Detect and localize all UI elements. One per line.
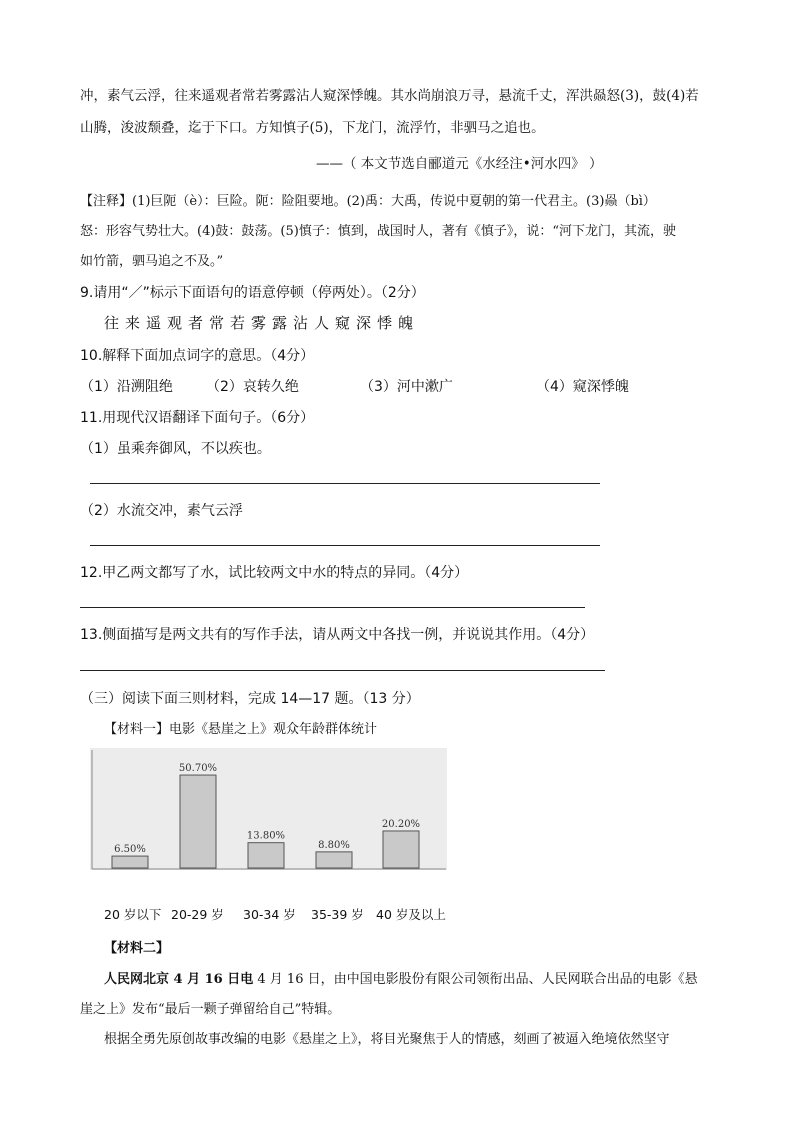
- material-2-line-2: 崖之上》发布“最后一颗子弹留给自己”特辑。: [80, 1002, 341, 1017]
- passage-line-1: 冲，素气云浮，往来遥观者常若雾露沾人窥深悸魄。其水尚崩浪万寻，悬流千丈，浑洪赑怒(3)，鼓(4)若: [80, 88, 699, 104]
- notes-line-1: 【注释】(1)巨阨（è）：巨险。阨：险阻要地。(2)禹：大禹，传说中夏朝的第一代君主。(3)赑（bì）: [80, 194, 656, 209]
- bar-chart: [90, 748, 447, 870]
- section-3-heading: （三）阅读下面三则材料，完成 14—17 题。（13 分）: [80, 691, 420, 707]
- material-2-line-3: 根据全勇先原创故事改编的电影《悬崖之上》，将目光聚焦于人的情感，刻画了被逼入绝境依然坚守: [104, 1032, 670, 1047]
- material-2-line-1: [104, 968, 698, 987]
- question-10: 10.解释下面加点词字的意思。（4分）: [80, 348, 315, 364]
- data-label-3: 13.80%: [246, 830, 286, 842]
- bar-3: [248, 843, 284, 868]
- x-tick-label-4: 35-39 岁: [311, 907, 364, 922]
- question-13: 13.侧面描写是两文共有的写作手法，请从两文中各找一例，并说说其作用。（4分）: [80, 627, 595, 643]
- x-tick-label-3: 30-34 岁: [243, 907, 296, 922]
- question-11-1: （1）虽乘奔御风，不以疾也。: [80, 441, 271, 457]
- x-tick-label-1: 20 岁以下: [104, 907, 162, 922]
- q10-item-1: （1）沿溯阻绝: [80, 379, 173, 395]
- question-11-2: （2）水流交冲，素气云浮: [80, 503, 243, 519]
- question-11: 11.用现代汉语翻译下面句子。（6分）: [80, 410, 315, 426]
- answer-line-11-1[interactable]: [90, 483, 600, 484]
- data-label-1: 6.50%: [114, 844, 146, 856]
- q10-item-3: （3）河中漱广: [360, 379, 453, 395]
- answer-line-11-2[interactable]: [90, 545, 600, 546]
- answer-line-13[interactable]: [80, 670, 605, 671]
- q10-item-4: （4）窥深悸魄: [536, 379, 629, 395]
- question-9-sentence: 往来遥观者常若雾露沾人窥深悸魄: [104, 314, 420, 332]
- bar-5: [383, 831, 419, 868]
- q10-item-2: （2）哀转久绝: [206, 379, 299, 395]
- x-tick-label-5: 40 岁及以上: [376, 907, 446, 922]
- x-tick-label-2: 20-29 岁: [171, 907, 224, 922]
- material-2-line-1-text: 4 月 16 日，由中国电影股份有限公司领衔出品、人民网联合出品的电影《悬: [253, 972, 698, 987]
- passage-line-2: 山腾，浚波颓叠，迄于下口。方知慎子(5)，下龙门，流浮竹，非驷马之追也。: [80, 120, 545, 136]
- material-1-title: 【材料一】电影《悬崖之上》观众年龄群体统计: [104, 722, 378, 737]
- question-12: 12.甲乙两文都写了水，试比较两文中水的特点的异同。（4分）: [80, 565, 469, 581]
- bar-4: [316, 852, 352, 868]
- material-2-dateline: 人民网北京 4 月 16 日电: [104, 972, 254, 987]
- passage-source: ——（ 本文节选自郦道元《水经注•河水四》 ）: [316, 156, 603, 172]
- answer-line-12[interactable]: [80, 607, 585, 608]
- notes-line-2: 怒：形容气势壮大。(4)鼓：鼓荡。(5)慎子：慎到，战国时人，著有《慎子》，说：“河下龙门，其流，驶: [80, 224, 676, 239]
- material-2-title: 【材料二】: [104, 941, 170, 956]
- notes-line-3: 如竹箭，驷马追之不及。”: [80, 254, 224, 269]
- data-label-2: 50.70%: [178, 763, 218, 775]
- data-label-4: 8.80%: [318, 839, 350, 851]
- data-label-5: 20.20%: [381, 818, 421, 830]
- question-9: 9.请用“／”标示下面语句的语意停顿（停两处）。（2分）: [80, 285, 425, 301]
- bar-1: [112, 856, 148, 868]
- bar-chart-svg: [90, 748, 447, 870]
- bar-2: [180, 775, 216, 868]
